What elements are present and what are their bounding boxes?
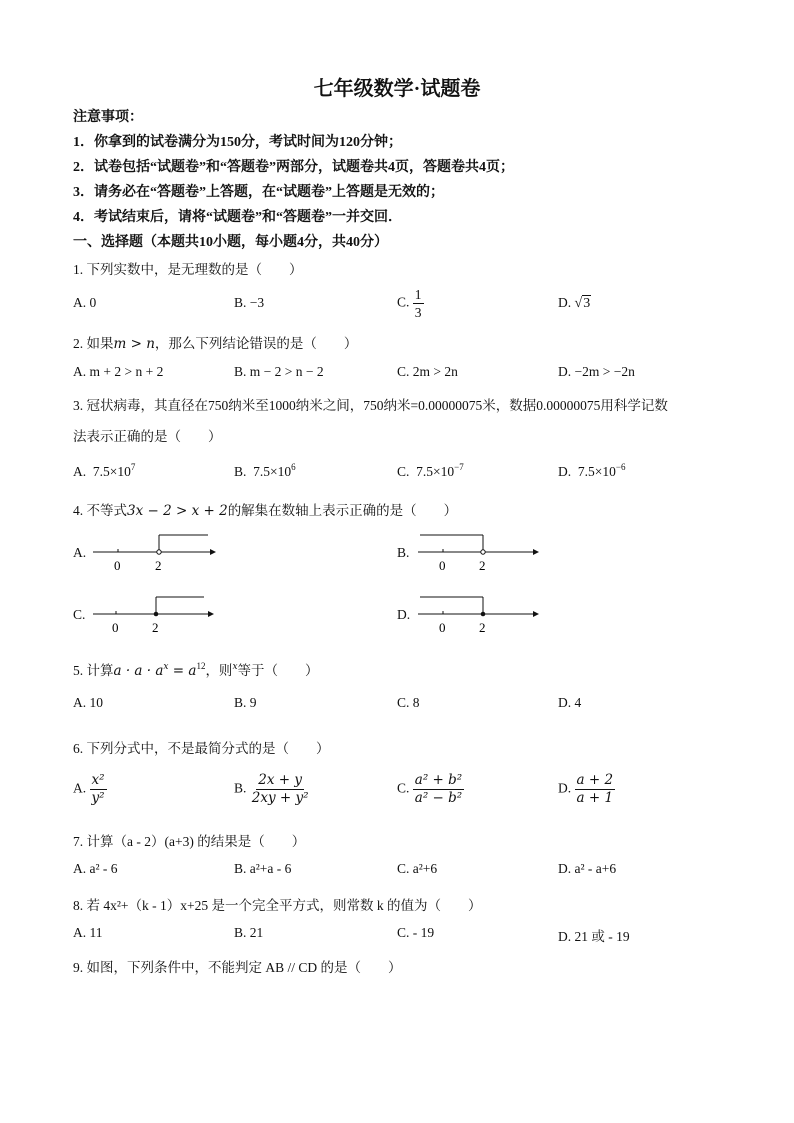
tick-0: 0 (114, 558, 121, 573)
q2-option-a: A. m + 2 > n + 2 (73, 364, 164, 379)
q2-option-b: B. m − 2 > n − 2 (234, 364, 324, 379)
q7-option-b: B. a²+a - 6 (234, 861, 292, 876)
q4-option-c-number-line (90, 592, 220, 637)
q7-option-c: C. a²+6 (397, 861, 438, 876)
q4-option-b-label: B. (397, 545, 410, 560)
question-4-stem: 4. 不等式3x − 2 > x + 2的解集在数轴上表示正确的是（ ） (73, 503, 458, 519)
q3-option-c: C. $7.5\times 10^{-7}$ (397, 462, 464, 479)
question-5-stem: 5. 计算$a \cdot a \cdot a^x = a^{12}$，则$^x$等于（ ） (73, 661, 319, 679)
tick-2: 2 (479, 620, 486, 635)
q1-option-a: A. 0 (73, 295, 97, 310)
q1-option-b: B. −3 (234, 295, 265, 310)
q6-option-b-fraction: $\frac{2x + y}{\text{2xy + y²}}$ (251, 772, 309, 806)
q5-option-b: B. 9 (234, 695, 257, 710)
q2-option-d: D. −2m > −2n (558, 364, 635, 379)
q4-option-d-number-line (415, 592, 545, 637)
q3-option-b: B. $7.5\times 10^6$ (234, 462, 296, 479)
q8-option-a: A. 11 (73, 925, 103, 940)
note-item-1: 1．你拿到的试卷满分为150分，考试时间为120分钟； (73, 135, 402, 150)
q6-option-c-fraction: $\frac{\text{a² + b²}}{\text{a² − b²}}$ (414, 772, 463, 806)
question-8-stem: 8. 若 4x²+（k - 1）x+25 是一个完全平方式，则常数 k 的值为（ ） (73, 898, 482, 913)
tick-2: 2 (152, 620, 159, 635)
tick-0: 0 (439, 620, 446, 635)
q7-option-d: D. a² - a+6 (558, 861, 617, 876)
q4-option-a-label: A. (73, 545, 87, 560)
question-9-stem: 9. 如图，下列条件中，不能判定 AB // CD 的是（ ） (73, 960, 402, 975)
q3-option-a: A. $7.5\times 10^7$ (73, 462, 136, 479)
q4-option-a-number-line (90, 530, 220, 575)
tick-0: 0 (112, 620, 119, 635)
note-item-3: 3．请务必在“答题卷”上答题，在“试题卷”上答题是无效的； (73, 185, 444, 200)
q6-option-d-fraction: $\frac{a + 2}{a + 1}$ (576, 772, 614, 806)
section-heading: 一、选择题（本题共10小题，每小题4分，共40分） (73, 235, 388, 250)
q6-option-a: A. $\frac{\text{x²}}{\text{y²}}$ (73, 772, 105, 806)
q1-option-c-label: C. (397, 294, 410, 310)
q8-option-c: C. - 19 (397, 925, 435, 940)
q6-option-a-fraction: $\frac{\text{x²}}{\text{y²}}$ (91, 772, 105, 806)
tick-2: 2 (155, 558, 162, 573)
notes-heading: 注意事项： (73, 110, 143, 125)
q1-option-c-fraction: $\frac{1}{3}$ (414, 287, 422, 320)
question-7-stem: 7. 计算（a - 2）(a+3) 的结果是（ ） (73, 834, 306, 849)
question-1-stem: 1. 下列实数中，是无理数的是（ ） (73, 262, 303, 277)
q1-option-c (397, 286, 424, 321)
page-title: 七年级数学·试题卷 (313, 78, 481, 100)
q1-option-d-label: D. (558, 295, 572, 310)
q4-option-c-label: C. (73, 607, 86, 622)
q8-option-b: B. 21 (234, 925, 264, 940)
q6-option-c: C. $\frac{\text{a² + b²}}{\text{a² − b²}}$ (397, 772, 463, 806)
q8-option-d: D. 21 或 - 19 (558, 929, 630, 944)
q1-option-d (558, 295, 591, 312)
q4-option-b-number-line (415, 530, 545, 575)
tick-2: 2 (479, 558, 486, 573)
question-3-line-1: 3. 冠状病毒，其直径在750纳米至1000纳米之间，750纳米=0.00000075米，数据0.00000075用科学记数 (73, 398, 668, 413)
q3-option-d: D. $7.5\times 10^{-6}$ (558, 462, 626, 479)
note-item-2: 2．试卷包括“试题卷”和“答题卷”两部分，试题卷共4页，答题卷共4页； (73, 160, 514, 175)
q5-option-d: D. 4 (558, 695, 582, 710)
tick-0: 0 (439, 558, 446, 573)
question-3-line-2: 法表示正确的是（ ） (73, 429, 222, 444)
q6-option-b: B. $\frac{2x + y}{\text{2xy + y²}}$ (234, 772, 309, 806)
q5-option-c: C. 8 (397, 695, 420, 710)
q4-option-d-label: D. (397, 607, 411, 622)
sqrt-symbol: √3 (574, 296, 591, 311)
note-item-4: 4．考试结束后，请将“试题卷”和“答题卷”一并交回． (73, 210, 402, 225)
q7-option-a: A. a² - 6 (73, 861, 118, 876)
question-2-stem: 2. 如果m > n，那么下列结论错误的是（ ） (73, 336, 358, 352)
q5-option-a: A. 10 (73, 695, 103, 710)
q6-option-d: D. $\frac{a + 2}{a + 1}$ (558, 772, 614, 806)
question-6-stem: 6. 下列分式中，不是最简分式的是（ ） (73, 741, 330, 756)
q2-option-c: C. 2m > 2n (397, 364, 458, 379)
